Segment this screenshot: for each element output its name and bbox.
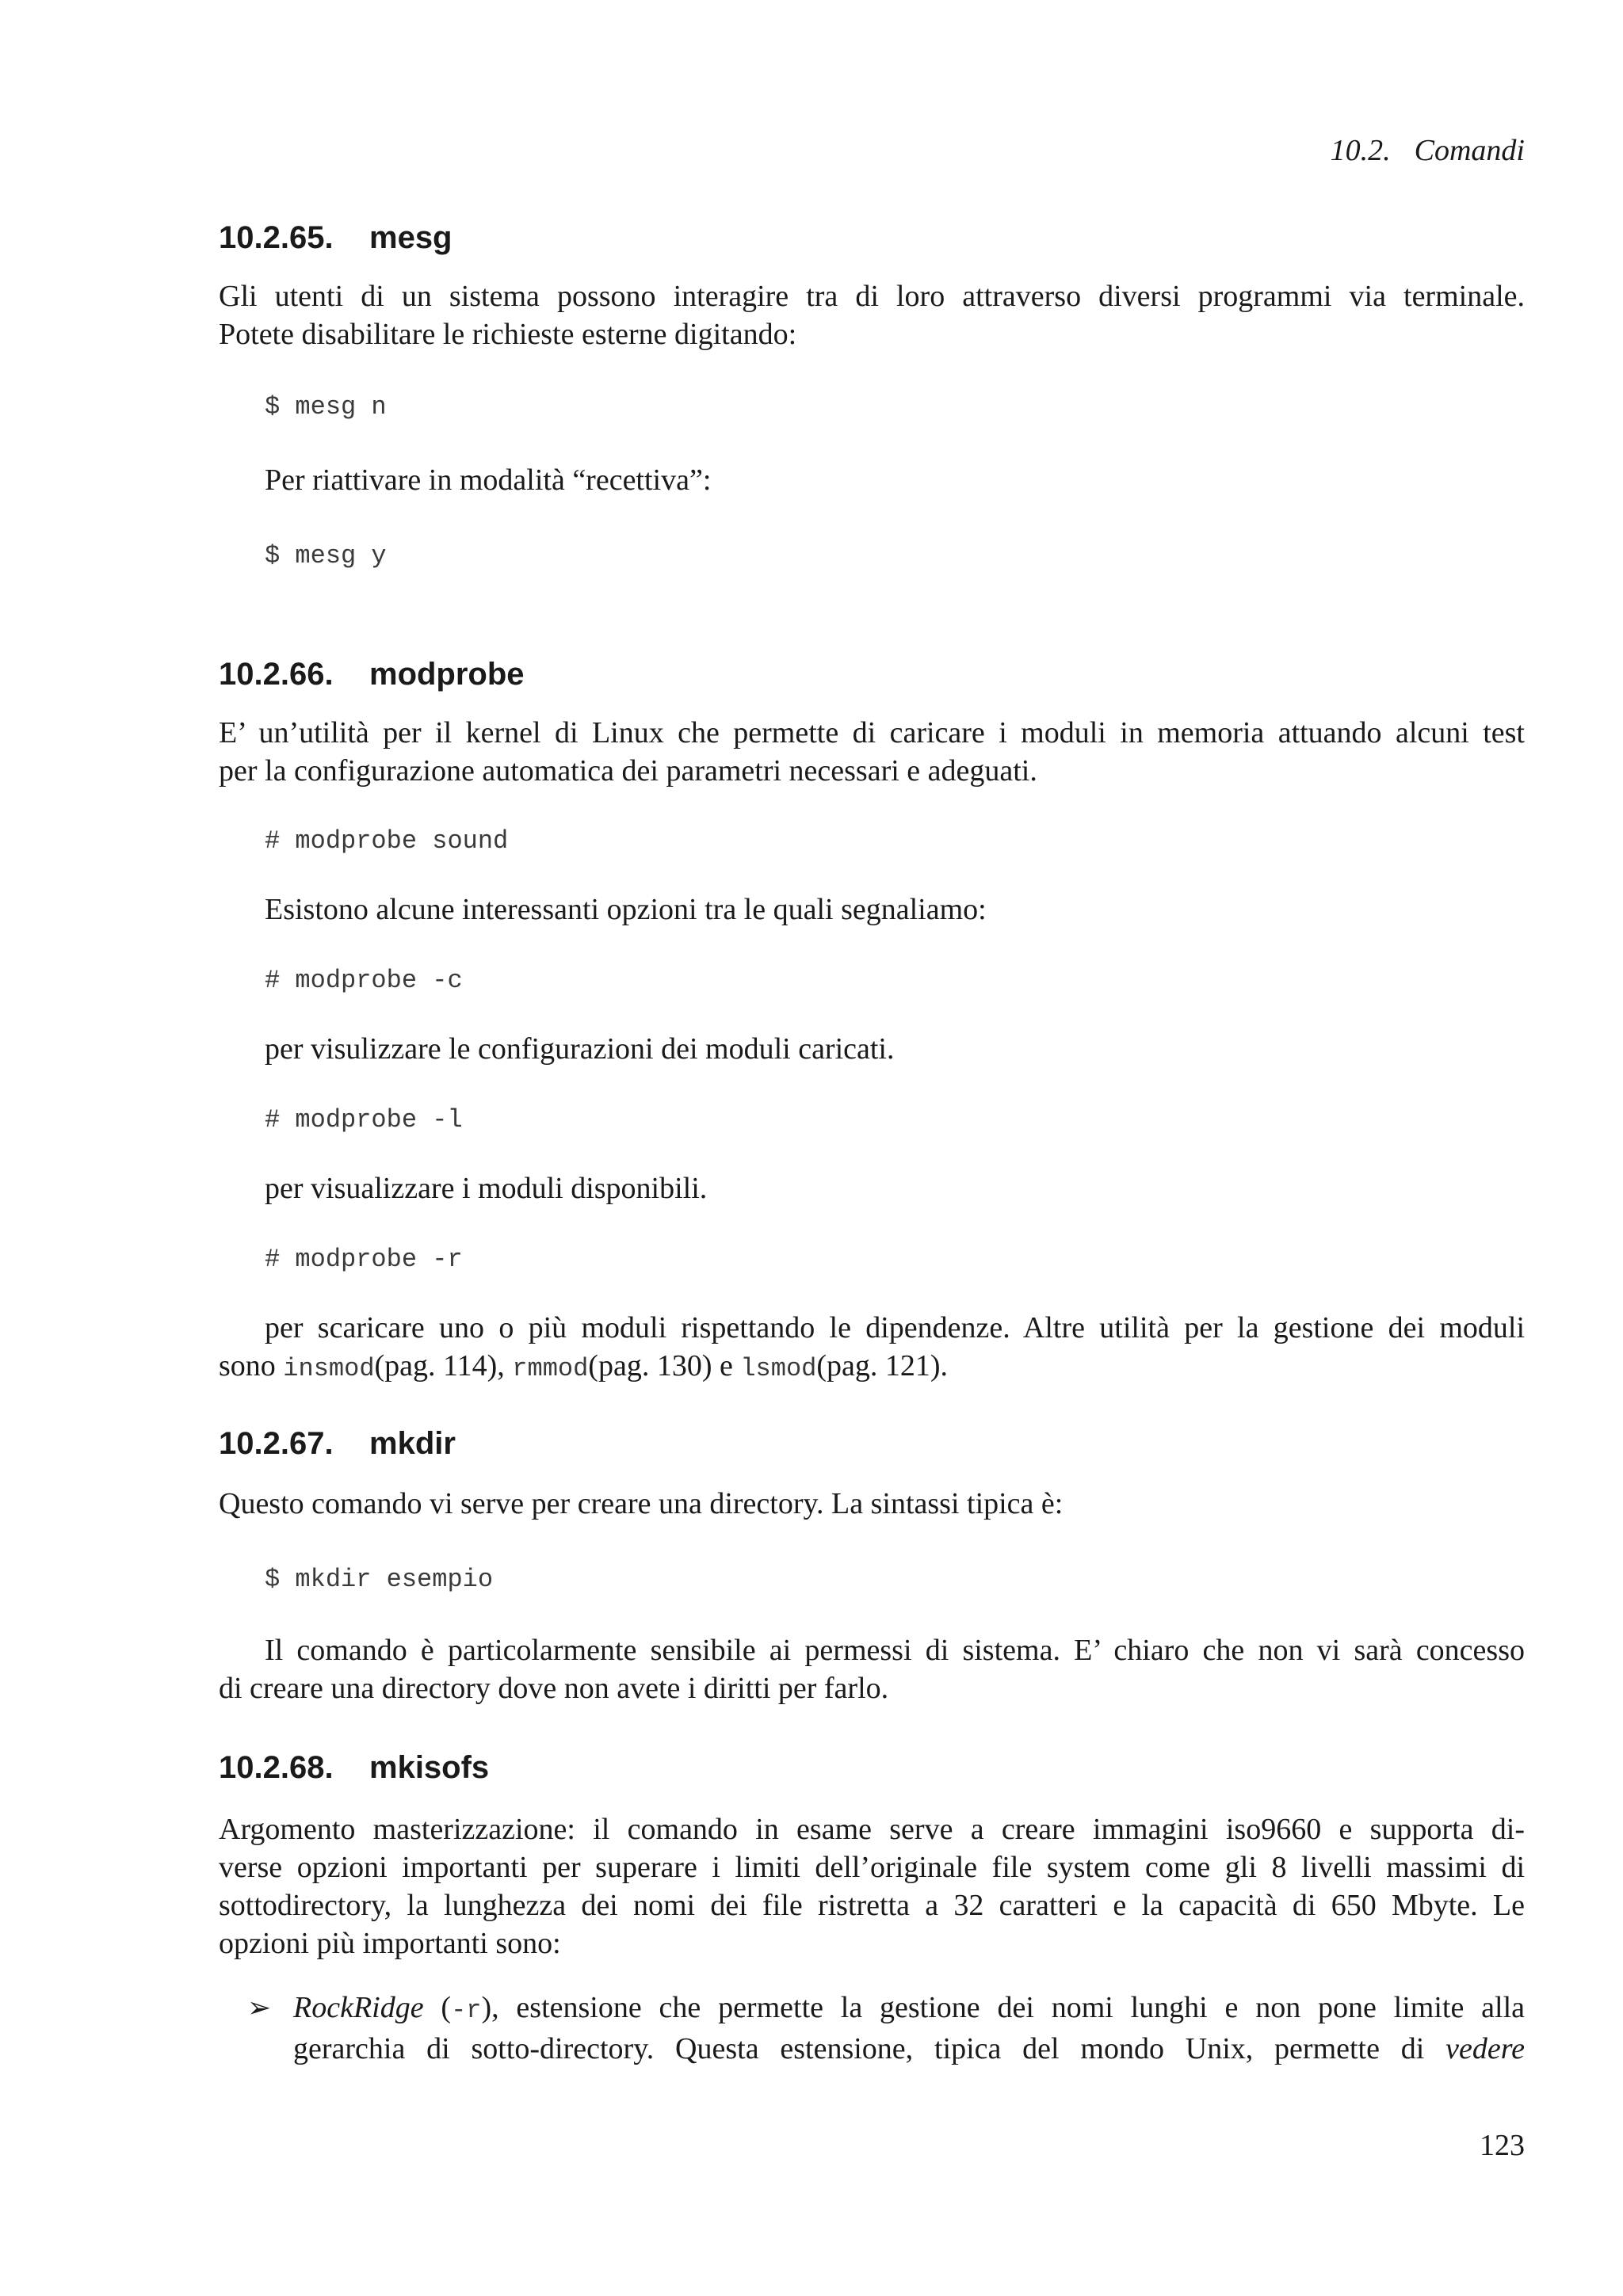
- text-line: E’ un’utilità per il kernel di Linux che permette di caricare i moduli in memoria attuando alcuni test: [219, 716, 1525, 749]
- paragraph-mkdir-note: [219, 1631, 1525, 1707]
- text-emphasis: vedere: [1445, 2032, 1525, 2065]
- list-item-text: [293, 1989, 1525, 2068]
- code-line: # modprobe -l: [265, 1105, 463, 1135]
- paragraph-text: per visulizzare le configurazioni dei moduli caricati.: [265, 1032, 895, 1066]
- code-line: # modprobe -r: [265, 1245, 463, 1274]
- page-ref: (pag. 130) e: [588, 1349, 741, 1383]
- command-ref-insmod: insmod: [283, 1354, 375, 1383]
- text-fragment: ), estensione che permette la gestione dei nomi lunghi e non pone limite alla: [481, 1991, 1525, 2024]
- text-fragment: gerarchia di sotto-directory. Questa estensione, tipica del mondo Unix, permette di: [293, 2032, 1446, 2065]
- section-heading-modprobe: [219, 654, 525, 694]
- section-number: 10.2.68.: [219, 1750, 334, 1785]
- text-line: sottodirectory, la lunghezza dei nomi dei file ristretta a 32 caratteri e la capacità di 650 Mbyte. Le: [219, 1889, 1525, 1922]
- code-line: # modprobe sound: [265, 826, 509, 856]
- code-line: $ mkdir esempio: [265, 1565, 494, 1594]
- text-line: [293, 2030, 1525, 2068]
- section-title: mkdir: [369, 1426, 456, 1461]
- paragraph-text: per visualizzare i moduli disponibili.: [265, 1172, 708, 1205]
- command-ref-lsmod: lsmod: [740, 1354, 817, 1383]
- section-title: mesg: [369, 220, 453, 255]
- text-line: per scaricare uno o più moduli rispettando le dipendenze. Altre utilità per la gestione dei moduli: [265, 1311, 1525, 1344]
- arrow-bullet-icon: ➢: [247, 1992, 272, 2023]
- text-line: Gli utenti di un sistema possono interagire tra di loro attraverso diversi programmi via terminale.: [219, 280, 1525, 313]
- code-line: $ mesg n: [265, 392, 387, 421]
- text-line: [293, 1989, 1525, 2030]
- code-line: # modprobe -c: [265, 966, 463, 995]
- text-line: opzioni più importanti sono:: [219, 1927, 561, 1960]
- page-ref: (pag. 114),: [374, 1349, 513, 1383]
- option-flag: -r: [451, 1996, 482, 2025]
- section-title: mkisofs: [369, 1750, 490, 1785]
- section-title: modprobe: [369, 657, 525, 692]
- text-line: di creare una directory dove non avete i diritti per farlo.: [219, 1672, 889, 1705]
- text-line: Potete disabilitare le richieste esterne digitando:: [219, 318, 797, 351]
- text-fragment: sono: [219, 1349, 284, 1383]
- paragraph-modprobe-intro: [219, 714, 1525, 790]
- text-line: Questo comando vi serve per creare una directory. La sintassi tipica è:: [219, 1487, 1064, 1520]
- paragraph-text: Per riattivare in modalità “recettiva”:: [265, 463, 712, 497]
- code-line: $ mesg y: [265, 541, 387, 570]
- paragraph-text: Esistono alcune interessanti opzioni tra le quali segnaliamo:: [265, 893, 987, 926]
- text-line: verse opzioni importanti per superare i limiti dell’originale file system come gli 8 livelli massimi di: [219, 1851, 1525, 1884]
- running-head: [219, 132, 1525, 170]
- section-number: 10.2.65.: [219, 220, 334, 255]
- text-line: Il comando è particolarmente sensibile ai permessi di sistema. E’ chiaro che non vi sarà concesso: [265, 1634, 1525, 1667]
- section-heading-mesg: [219, 218, 453, 257]
- running-head-section-title: Comandi: [1414, 134, 1525, 167]
- text-line: Argomento masterizzazione: il comando in esame serve a creare immagini iso9660 e supporta di-: [219, 1813, 1525, 1846]
- section-heading-mkisofs: [219, 1748, 489, 1787]
- paragraph-mkisofs-intro: [219, 1810, 1525, 1962]
- term-rockridge: RockRidge: [293, 1991, 424, 2024]
- section-heading-mkdir: [219, 1424, 456, 1463]
- page-number: 123: [1480, 2129, 1525, 2162]
- paragraph-modprobe-outro: [219, 1309, 1525, 1388]
- page-ref: (pag. 121).: [816, 1349, 949, 1383]
- section-number: 10.2.66.: [219, 657, 334, 692]
- section-number: 10.2.67.: [219, 1426, 334, 1461]
- paragraph-mkdir-intro: [219, 1485, 1525, 1523]
- running-head-section-number: 10.2.: [1330, 134, 1391, 167]
- text-line: [219, 1347, 1525, 1388]
- paragraph-mesg-intro: [219, 277, 1525, 353]
- command-ref-rmmod: rmmod: [512, 1354, 589, 1383]
- text-line: per la configurazione automatica dei parametri necessari e adeguati.: [219, 754, 1037, 788]
- text-fragment: (: [423, 1991, 452, 2024]
